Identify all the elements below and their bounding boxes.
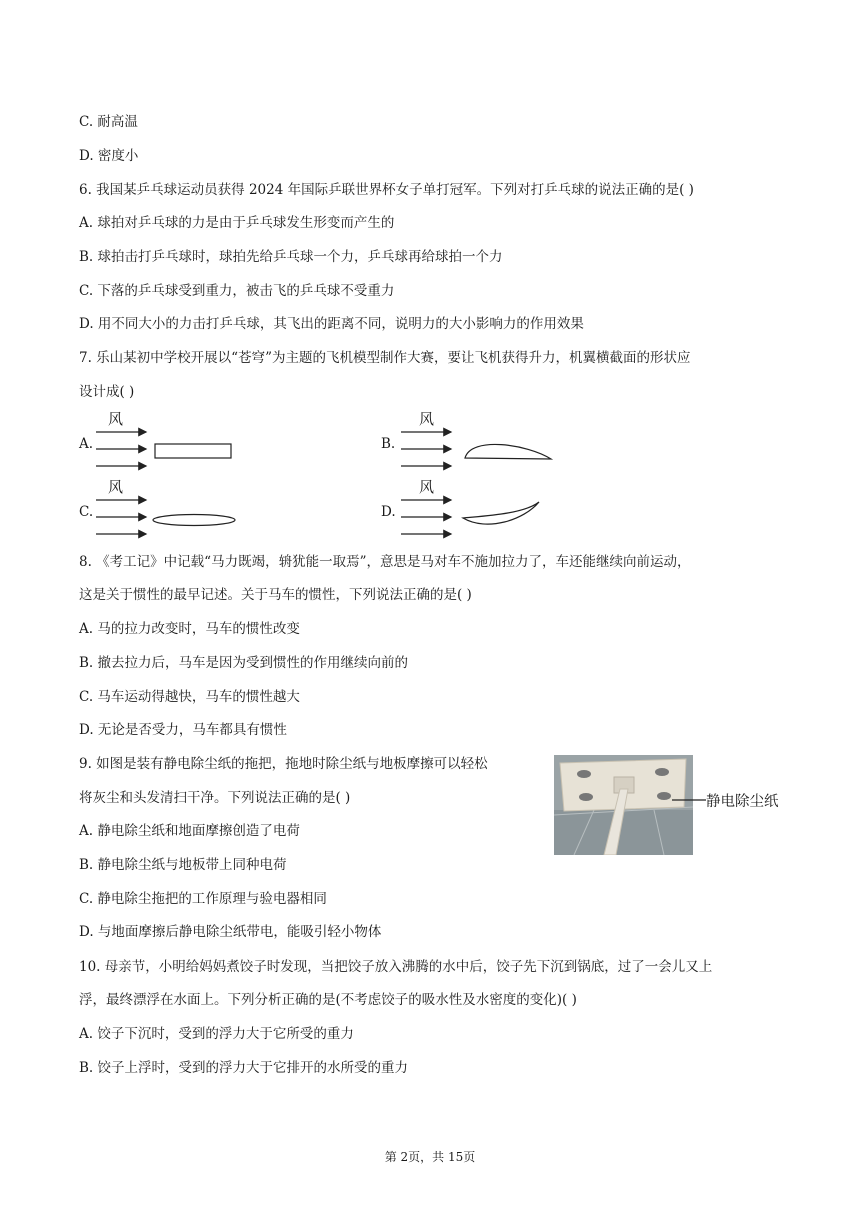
wind-label-b: 风 (419, 410, 435, 428)
q10-option-a: A. 饺子下沉时，受到的浮力大于它所受的重力 (79, 1026, 354, 1042)
q6-option-c: C. 下落的乒乓球受到重力，被击飞的乒乓球不受重力 (79, 283, 395, 299)
q10-stem-line1: 10. 母亲节，小明给妈妈煮饺子时发现，当把饺子放入沸腾的水中后，饺子先下沉到锅底，过了一会儿又上 (79, 959, 713, 975)
q8-option-b: B. 撤去拉力后，马车是因为受到惯性的作用继续向前的 (79, 655, 409, 671)
q9-option-c: C. 静电除尘拖把的工作原理与验电器相同 (79, 891, 327, 907)
q8-option-a: A. 马的拉力改变时，马车的惯性改变 (79, 621, 300, 637)
q8-option-c: C. 马车运动得越快，马车的惯性越大 (79, 689, 300, 705)
q9-option-d: D. 与地面摩擦后静电除尘纸带电，能吸引轻小物体 (79, 924, 382, 940)
q6-option-d: D. 用不同大小的力击打乒乓球，其飞出的距离不同，说明力的大小影响力的作用效果 (79, 316, 584, 332)
q7-stem-line1: 7. 乐山某初中学校开展以“苍穹”为主题的飞机模型制作大赛，要让飞机获得升力，机翼横截面的形状应 (79, 350, 691, 366)
option-d-low-density: D. 密度小 (79, 148, 139, 164)
wind-label-a: 风 (108, 410, 124, 428)
q6-option-b: B. 球拍击打乒乓球时，球拍先给乒乓球一个力，乒乓球再给球拍一个力 (79, 249, 503, 265)
q9-stem-line1: 9. 如图是装有静电除尘纸的拖把，拖地时除尘纸与地板摩擦可以轻松 (79, 756, 488, 772)
q6-stem: 6. 我国某乒乓球运动员获得 2024 年国际乒联世界杯女子单打冠军。下列对打乒乓球的说法正确的是( ) (79, 182, 694, 198)
option-c-heat-resistant: C. 耐高温 (79, 114, 138, 130)
page-footer: 第 2页，共 15页 (384, 1150, 476, 1164)
q8-stem-line2: 这是关于惯性的最早记述。关于马车的惯性，下列说法正确的是( ) (79, 587, 472, 603)
q8-stem-line1: 8. 《考工记》中记载“马力既竭，辀犹能一取焉”，意思是马对车不施加拉力了，车还能继续向前运动， (79, 554, 691, 570)
q6-option-a: A. 球拍对乒乓球的力是由于乒乓球发生形变而产生的 (79, 215, 395, 231)
q9-option-b: B. 静电除尘纸与地板带上同种电荷 (79, 857, 287, 873)
wind-label-d: 风 (419, 478, 435, 496)
q9-option-a: A. 静电除尘纸和地面摩擦创造了电荷 (79, 823, 300, 839)
q10-option-b: B. 饺子上浮时，受到的浮力大于它排开的水所受的重力 (79, 1060, 409, 1076)
wind-label-c: 风 (108, 478, 124, 496)
q9-stem-line2: 将灰尘和头发清扫干净。下列说法正确的是( ) (79, 790, 351, 806)
photo-pointer-line (672, 797, 706, 803)
mop-photo (554, 755, 693, 855)
q8-option-d: D. 无论是否受力，马车都具有惯性 (79, 722, 287, 738)
photo-label-dust-paper: 静电除尘纸 (706, 794, 779, 810)
option-c-label: C. (79, 504, 94, 520)
option-b-label: B. (381, 436, 396, 452)
q7-stem-line2: 设计成( ) (79, 384, 135, 400)
option-a-label: A. (79, 436, 94, 452)
option-d-label: D. (381, 504, 396, 520)
diagram-a-rectangular-wing (94, 426, 254, 476)
q10-stem-line2: 浮，最终漂浮在水面上。下列分析正确的是(不考虑饺子的吸水性及水密度的变化)( ) (79, 992, 577, 1008)
diagram-d-inverted-airfoil-wing (399, 494, 559, 544)
diagram-b-airfoil-wing (399, 426, 559, 476)
diagram-c-elliptical-wing (94, 494, 254, 544)
